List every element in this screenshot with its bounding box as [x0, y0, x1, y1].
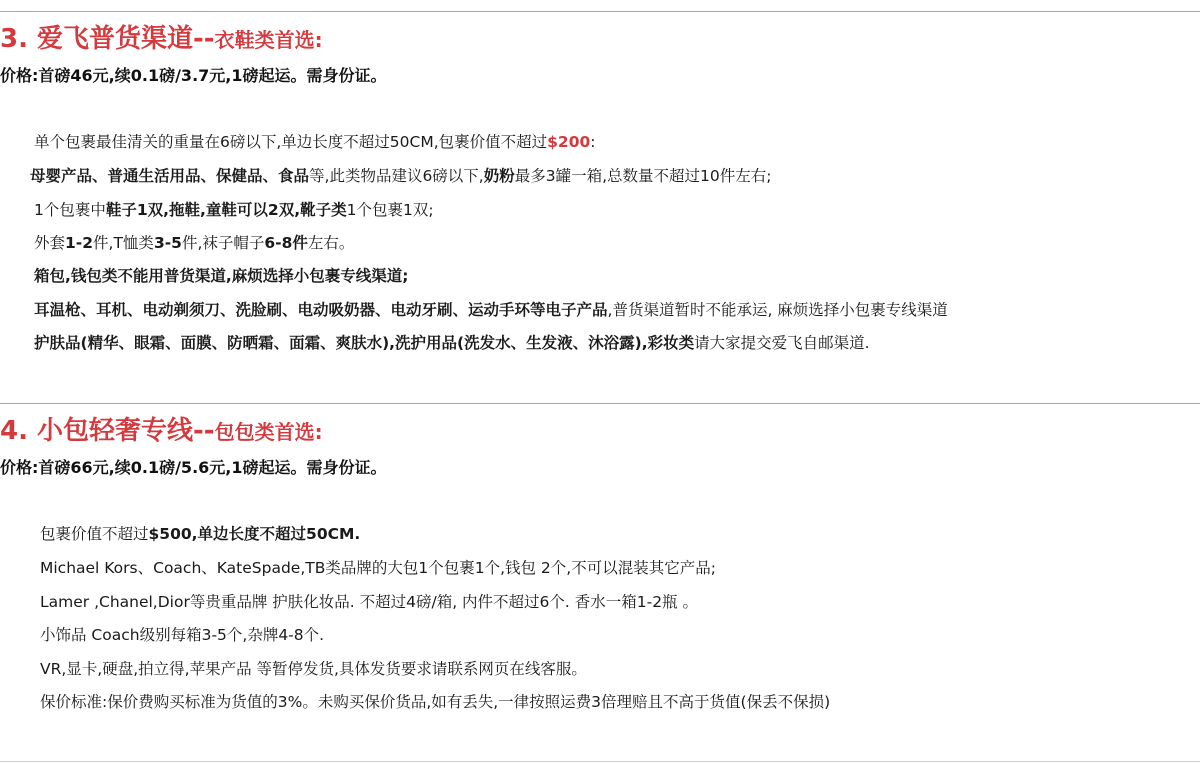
section4-line-1: [40, 522, 360, 546]
section3-line-7: [34, 331, 870, 355]
top-divider: [0, 11, 1200, 12]
s3-l4-f: 6-8件: [264, 234, 308, 252]
s3-l2-categories: 母婴产品、普通生活用品、保健品、食品: [30, 167, 310, 185]
s3-l4-d: 3-5: [153, 234, 182, 252]
s3-l2-rest: 最多3罐一箱,总数量不超过10件左右;: [514, 167, 772, 185]
section4-line-4: 小饰品 Coach级别每箱3-5个,杂牌4-8个.: [40, 626, 325, 644]
section4-title-main: 4. 小包轻奢专线--: [0, 416, 215, 446]
s3-l4-c: 件,T恤类: [93, 234, 154, 252]
s3-l1-text: 单个包裹最佳清关的重量在6磅以下,单边长度不超过50CM,包裹价值不超过: [34, 133, 548, 151]
s3-l3-text: 1个包裹中: [34, 201, 106, 219]
s3-l4-b: 1-2: [65, 234, 94, 252]
section3-title: [0, 22, 323, 57]
section4-title: [0, 414, 323, 449]
s3-l4-a: 外套: [34, 234, 66, 252]
section3-line-1: [34, 130, 596, 154]
section3-line-3: [34, 198, 434, 222]
section4-line-2: Michael Kors、Coach、KateSpade,TB类品牌的大包1个包裹1个,钱包 2个,不可以混装其它产品;: [40, 559, 716, 577]
s3-l3-rest: 1个包裹1双;: [346, 201, 434, 219]
section3-line-2: [30, 164, 772, 188]
section3-title-sub: 衣鞋类首选:: [214, 28, 323, 52]
section3-line-5: [34, 264, 408, 288]
s3-l2-milk: 奶粉: [483, 167, 515, 185]
s3-l5-bags: 箱包,钱包类不能用普货渠道,麻烦选择小包裹专线渠道;: [34, 267, 409, 285]
s3-l4-e: 件,袜子帽子: [181, 234, 265, 252]
section4-line-5: VR,显卡,硬盘,拍立得,苹果产品 等暂停发货,具体发货要求请联系网页在线客服。: [40, 660, 587, 678]
section3-line-6: [34, 298, 948, 322]
s3-l6-rest: ,普货渠道暂时不能承运, 麻烦选择小包裹专线渠道: [607, 301, 948, 319]
section4-line-6: 保价标准:保价费购买标准为货值的3%。未购买保价货品,如有丢失,一律按照运费3倍理赔且不高于货值(保丢不保损): [40, 693, 831, 711]
section4-price: 价格:首磅66元,续0.1磅/5.6元,1磅起运。需身份证。: [0, 458, 387, 477]
s4-l1-text: 包裹价值不超过: [40, 525, 149, 543]
s4-l1-limit: $500,单边长度不超过50CM.: [148, 525, 361, 543]
section4-title-sub: 包包类首选:: [214, 420, 323, 444]
section4-line-3: Lamer ,Chanel,Dior等贵重品牌 护肤化妆品. 不超过4磅/箱, 内件不超过6个. 香水一箱1-2瓶 。: [40, 593, 699, 611]
s3-l1-value-limit: $200: [547, 133, 591, 151]
s3-l6-electronics: 耳温枪、耳机、电动剃须刀、洗脸刷、电动吸奶器、电动牙刷、运动手环等电子产品: [34, 301, 608, 319]
section3-line-4: [34, 231, 354, 255]
bottom-divider: [0, 761, 1200, 762]
s3-l2-text: 等,此类物品建议6磅以下,: [309, 167, 484, 185]
s3-l1-colon: :: [590, 133, 596, 151]
section3-price: 价格:首磅46元,续0.1磅/3.7元,1磅起运。需身份证。: [0, 66, 387, 85]
s3-l7-skincare: 护肤品(精华、眼霜、面膜、防晒霜、面霜、爽肤水),洗护用品(洗发水、生发液、沐浴露),彩妆类: [34, 334, 695, 352]
section3-title-main: 3. 爱飞普货渠道--: [0, 24, 215, 54]
s3-l3-shoes: 鞋子1双,拖鞋,童鞋可以2双,靴子类: [105, 201, 347, 219]
s3-l4-g: 左右。: [307, 234, 355, 252]
section-divider: [0, 403, 1200, 404]
s3-l7-rest: 请大家提交爱飞自邮渠道.: [694, 334, 870, 352]
